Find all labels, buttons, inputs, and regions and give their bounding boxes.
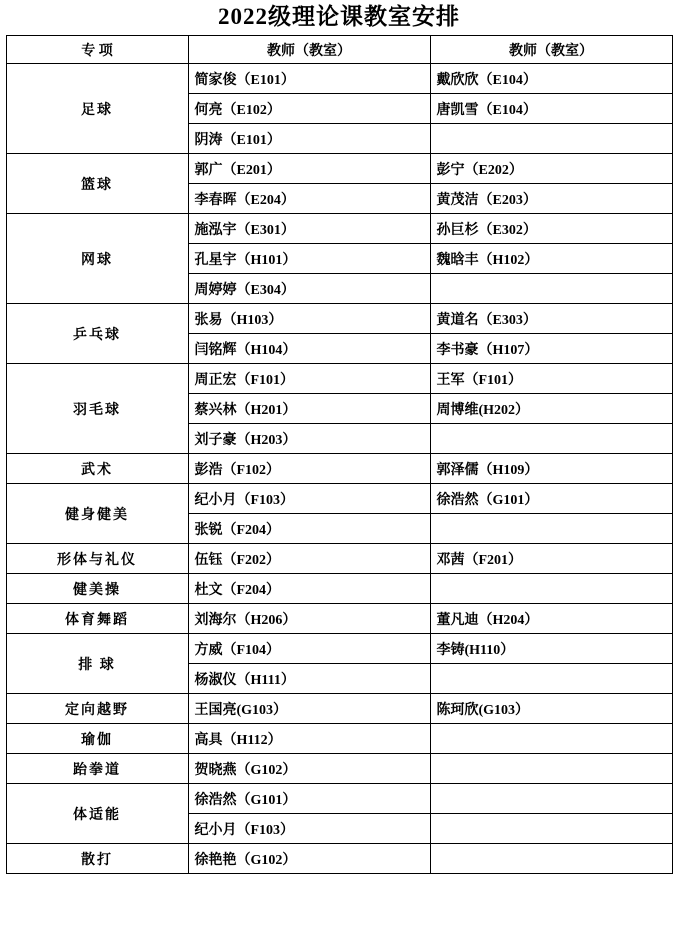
teacher-classroom-cell-2 [430,784,672,814]
teacher-classroom-cell-1: 闫铭辉（H104） [188,334,430,364]
teacher-classroom-cell-2: 李铸(H110） [430,634,672,664]
table-row [6,304,672,334]
sport-name-cell: 定向越野 [6,694,188,724]
teacher-classroom-cell-2: 陈珂欣(G103） [430,694,672,724]
teacher-classroom-cell-2 [430,664,672,694]
table-body [6,64,672,874]
table-row [6,214,672,244]
teacher-classroom-cell-1: 张易（H103） [188,304,430,334]
teacher-classroom-cell-1: 刘子豪（H203） [188,424,430,454]
teacher-classroom-cell-2 [430,124,672,154]
sport-name-cell: 散打 [6,844,188,874]
table-row [6,364,672,394]
teacher-classroom-cell-2: 孙巨杉（E302） [430,214,672,244]
teacher-classroom-cell-1: 方威（F104） [188,634,430,664]
table-header [6,36,672,64]
teacher-classroom-cell-2: 黄道名（E303） [430,304,672,334]
teacher-classroom-cell-1: 杜文（F204） [188,574,430,604]
teacher-classroom-cell-1: 周正宏（F101） [188,364,430,394]
teacher-classroom-cell-1: 贺晓燕（G102） [188,754,430,784]
teacher-classroom-cell-2 [430,724,672,754]
sport-name-cell: 体育舞蹈 [6,604,188,634]
teacher-classroom-cell-2 [430,754,672,784]
teacher-classroom-cell-1: 简家俊（E101） [188,64,430,94]
teacher-classroom-cell-1: 李春晖（E204） [188,184,430,214]
teacher-classroom-cell-2 [430,814,672,844]
sport-name-cell: 武术 [6,454,188,484]
teacher-classroom-cell-1: 孔星宇（H101） [188,244,430,274]
teacher-classroom-cell-1: 刘海尔（H206） [188,604,430,634]
teacher-classroom-cell-1: 阴涛（E101） [188,124,430,154]
sport-name-cell: 乒乓球 [6,304,188,364]
table-row [6,64,672,94]
teacher-classroom-cell-1: 杨淑仪（H111） [188,664,430,694]
teacher-classroom-cell-2: 彭宁（E202） [430,154,672,184]
sport-name-cell: 健美操 [6,574,188,604]
teacher-classroom-cell-2: 王军（F101） [430,364,672,394]
teacher-classroom-cell-1: 王国亮(G103） [188,694,430,724]
teacher-classroom-cell-2 [430,424,672,454]
table-row [6,694,672,724]
teacher-classroom-cell-1: 纪小月（F103） [188,814,430,844]
teacher-classroom-cell-1: 纪小月（F103） [188,484,430,514]
teacher-classroom-cell-2 [430,514,672,544]
teacher-classroom-cell-2 [430,274,672,304]
table-row [6,574,672,604]
teacher-classroom-cell-2: 周博维(H202） [430,394,672,424]
table-row [6,754,672,784]
teacher-classroom-cell-1: 徐浩然（G101） [188,784,430,814]
teacher-classroom-cell-1: 郭广（E201） [188,154,430,184]
sport-name-cell: 形体与礼仪 [6,544,188,574]
table-row [6,724,672,754]
column-header-teacher-1: 教师（教室） [188,36,430,64]
table-row [6,784,672,814]
table-row [6,844,672,874]
teacher-classroom-cell-2 [430,574,672,604]
sport-name-cell: 网球 [6,214,188,304]
column-header-sport: 专 项 [6,36,188,64]
table-header-row [6,36,672,64]
teacher-classroom-cell-2: 董凡迪（H204） [430,604,672,634]
teacher-classroom-cell-2: 郭泽儒（H109） [430,454,672,484]
table-row [6,634,672,664]
sport-name-cell: 羽毛球 [6,364,188,454]
sport-name-cell: 健身健美 [6,484,188,544]
sport-name-cell: 篮球 [6,154,188,214]
teacher-classroom-cell-2: 魏晗丰（H102） [430,244,672,274]
sport-name-cell: 体适能 [6,784,188,844]
sport-name-cell: 足球 [6,64,188,154]
teacher-classroom-cell-2: 戴欣欣（E104） [430,64,672,94]
teacher-classroom-cell-1: 张锐（F204） [188,514,430,544]
table-row [6,484,672,514]
teacher-classroom-cell-2: 唐凯雪（E104） [430,94,672,124]
column-header-teacher-2: 教师（教室） [430,36,672,64]
page-title: 2022级理论课教室安排 [218,4,460,29]
sport-name-cell: 瑜伽 [6,724,188,754]
table-row [6,454,672,484]
classroom-schedule-table [6,35,673,874]
teacher-classroom-cell-1: 彭浩（F102） [188,454,430,484]
teacher-classroom-cell-2 [430,844,672,874]
teacher-classroom-cell-1: 周婷婷（E304） [188,274,430,304]
teacher-classroom-cell-1: 徐艳艳（G102） [188,844,430,874]
sport-name-cell: 跆拳道 [6,754,188,784]
teacher-classroom-cell-2: 徐浩然（G101） [430,484,672,514]
teacher-classroom-cell-1: 蔡兴林（H201） [188,394,430,424]
sport-name-cell: 排 球 [6,634,188,694]
teacher-classroom-cell-1: 伍钰（F202） [188,544,430,574]
teacher-classroom-cell-2: 黄茂洁（E203） [430,184,672,214]
teacher-classroom-cell-2: 邓茜（F201） [430,544,672,574]
teacher-classroom-cell-1: 何亮（E102） [188,94,430,124]
teacher-classroom-cell-2: 李书豪（H107） [430,334,672,364]
teacher-classroom-cell-1: 施泓宇（E301） [188,214,430,244]
table-row [6,604,672,634]
table-row [6,544,672,574]
teacher-classroom-cell-1: 高具（H112） [188,724,430,754]
table-row [6,154,672,184]
